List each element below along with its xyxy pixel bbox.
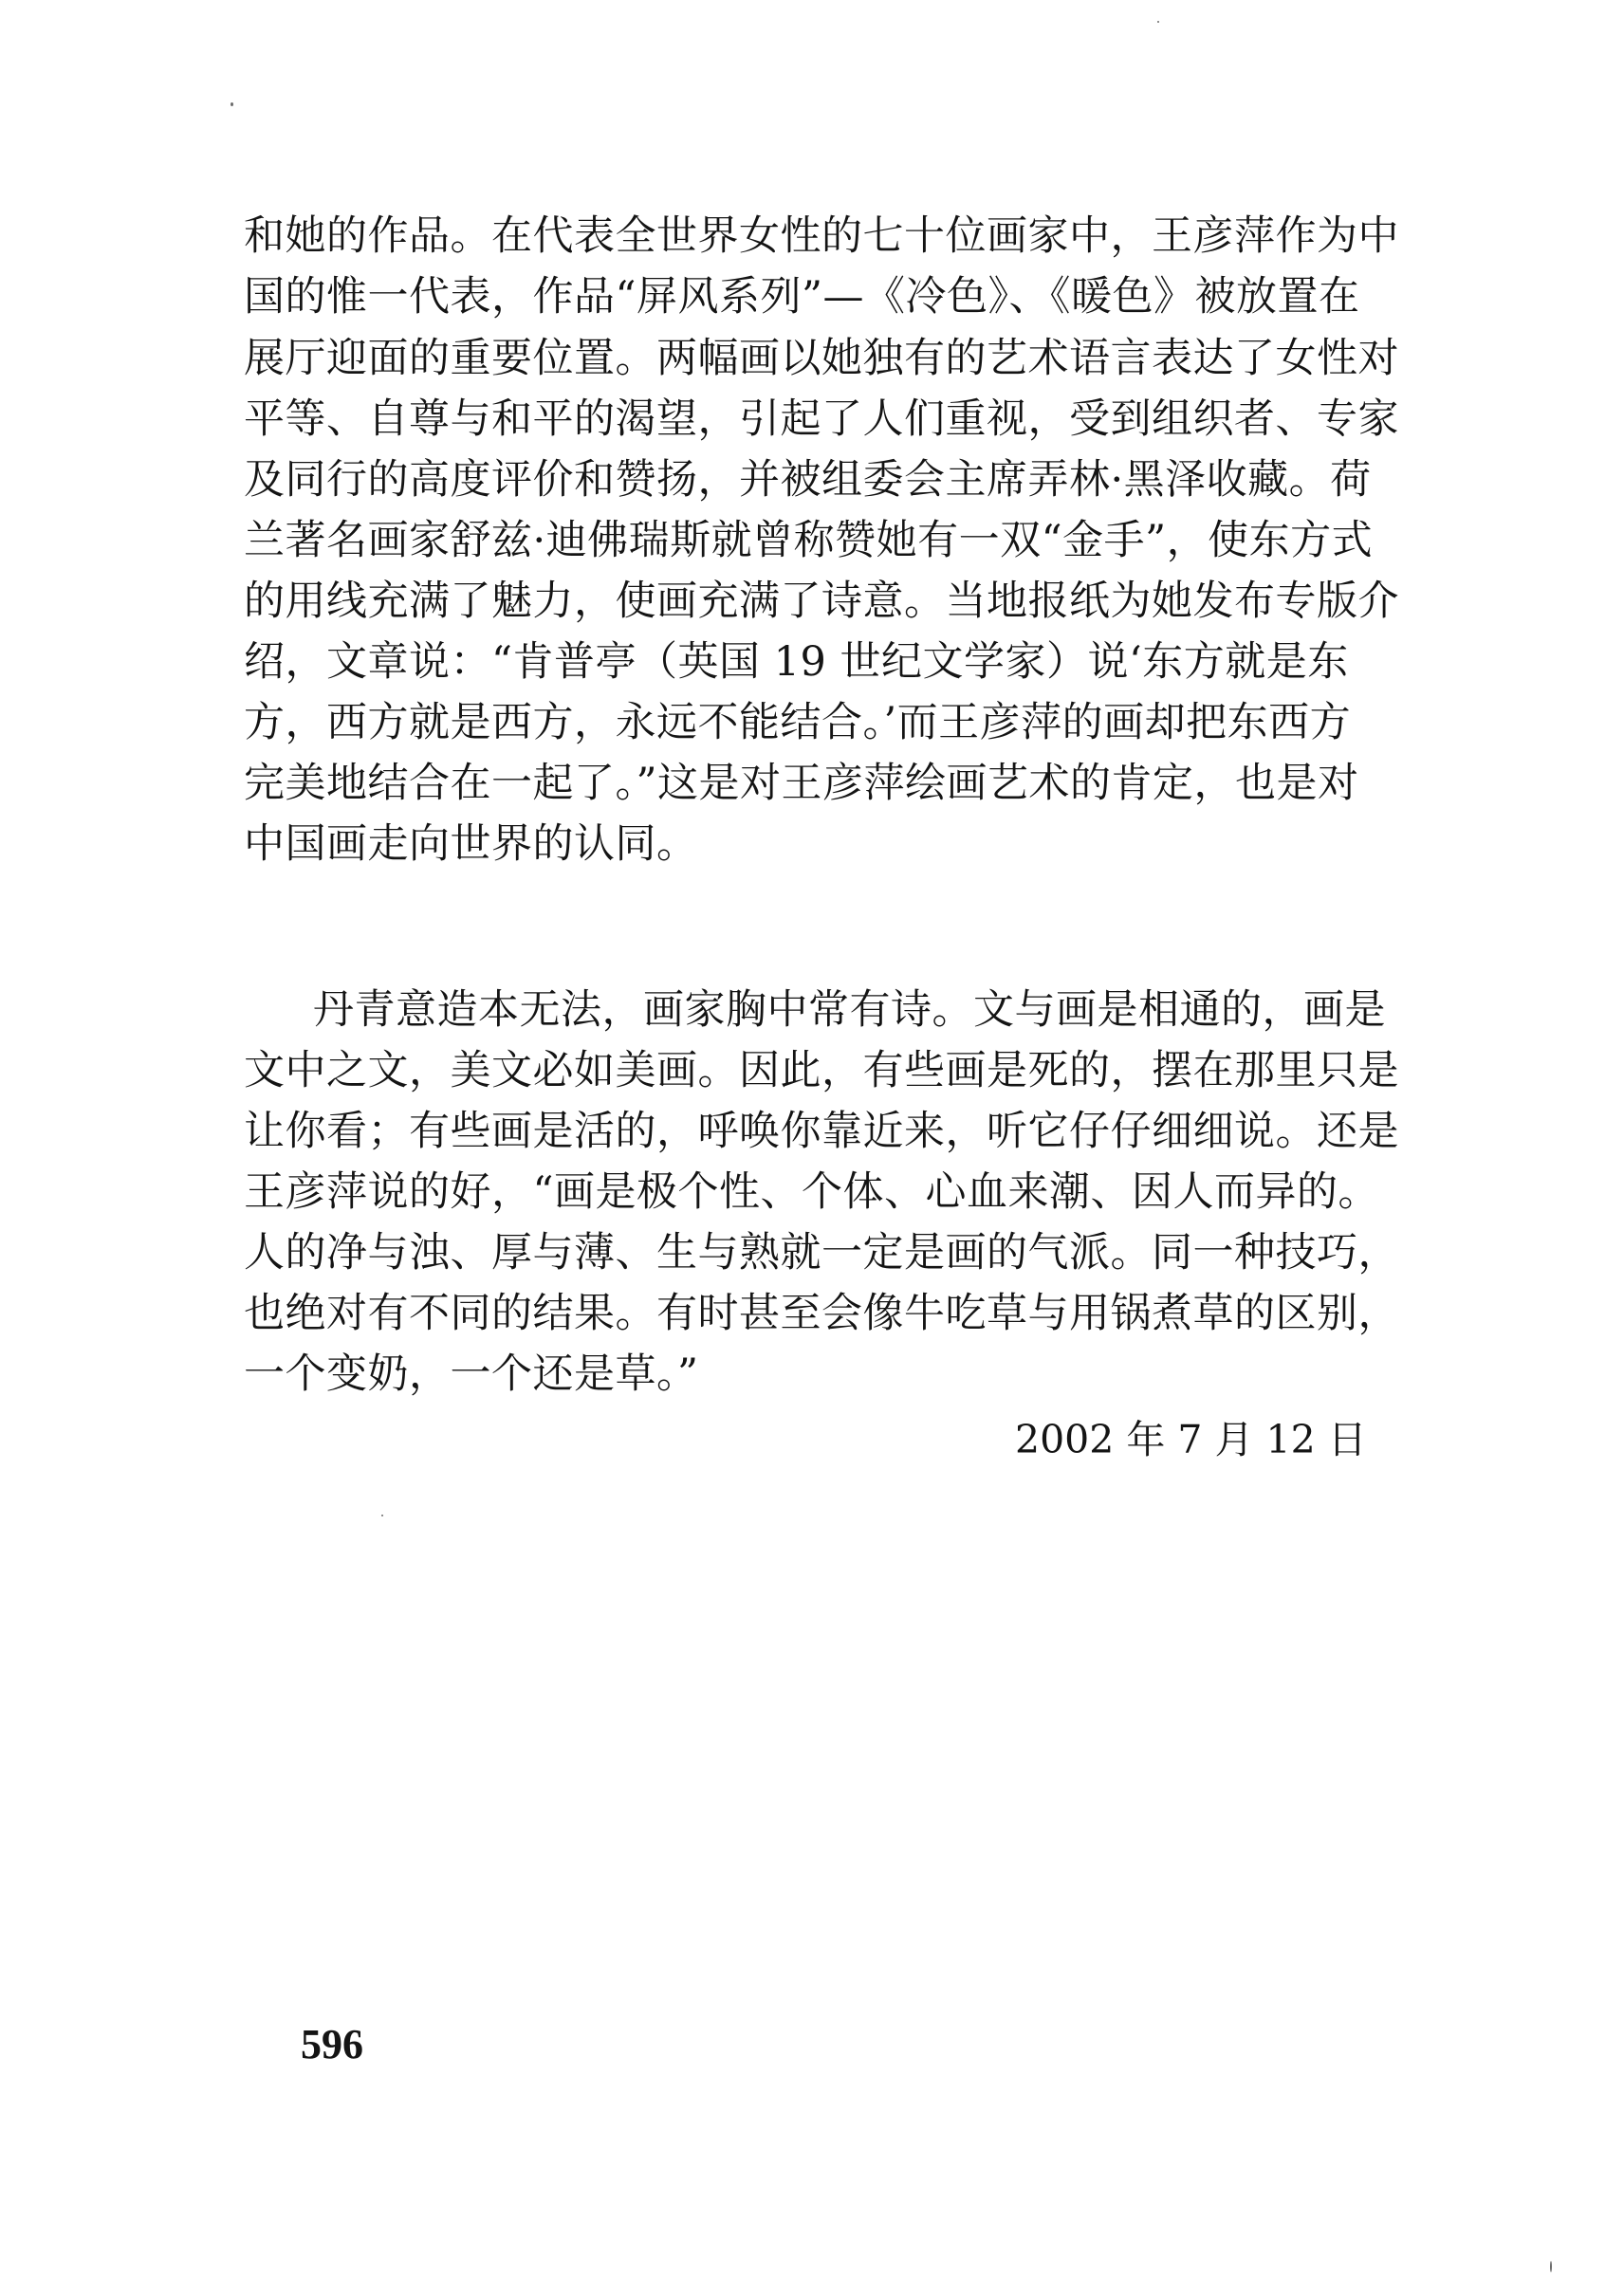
text-line: 让你看；有些画是活的，呼唤你靠近来，听它仔仔细细说。还是 [244,1108,1399,1155]
text-line: 和她的作品。在代表全世界女性的七十位画家中，王彦萍作为中 [244,212,1399,260]
date-signature: 2002 年 7 月 12 日 [1015,1417,1367,1462]
scan-speck [1550,2261,1552,2272]
text-line: 一个变奶，一个还是草。” [244,1350,699,1398]
text-line: 平等、自尊与和平的渴望，引起了人们重视，受到组织者、专家 [244,395,1399,443]
text-line: 文中之文，美文必如美画。因此，有些画是死的，摆在那里只是 [244,1047,1399,1094]
text-line: 也绝对有不同的结果。有时甚至会像牛吃草与用锅煮草的区别， [244,1290,1399,1337]
text-line: 的用线充满了魅力，使画充满了诗意。当地报纸为她发布专版介 [244,578,1399,625]
text-line: 方，西方就是西方，永远不能结合。’而王彦萍的画却把东西方 [244,699,1352,746]
text-line: 中国画走向世界的认同。 [244,820,698,868]
text-line: 兰著名画家舒兹·迪佛瑞斯就曾称赞她有一双“金手”，使东方式 [244,517,1374,564]
text-line: 丹青意造本无法，画家胸中常有诗。文与画是相通的，画是 [313,986,1386,1034]
text-line: 绍，文章说：“肯普亭（英国 19 世纪文学家）说‘东方就是东 [244,638,1349,686]
text-line: 完美地结合在一起了。”这是对王彦萍绘画艺术的肯定，也是对 [244,760,1359,807]
text-line: 王彦萍说的好，“画是极个性、个体、心血来潮、因人而异的。 [244,1168,1379,1216]
text-line: 人的净与浊、厚与薄、生与熟就一定是画的气派。同一种技巧， [244,1229,1399,1277]
scan-speck [231,102,233,106]
text-line: 及同行的高度评价和赞扬，并被组委会主席弄林·黑泽收藏。荷 [244,456,1372,504]
text-line: 展厅迎面的重要位置。两幅画以她独有的艺术语言表达了女性对 [244,335,1399,382]
scan-speck [1157,21,1159,23]
text-line: 国的惟一代表，作品“屏风系列”—《冷色》、《暖色》被放置在 [244,273,1360,321]
page-number: 596 [301,2021,363,2067]
scan-speck [381,1515,383,1516]
